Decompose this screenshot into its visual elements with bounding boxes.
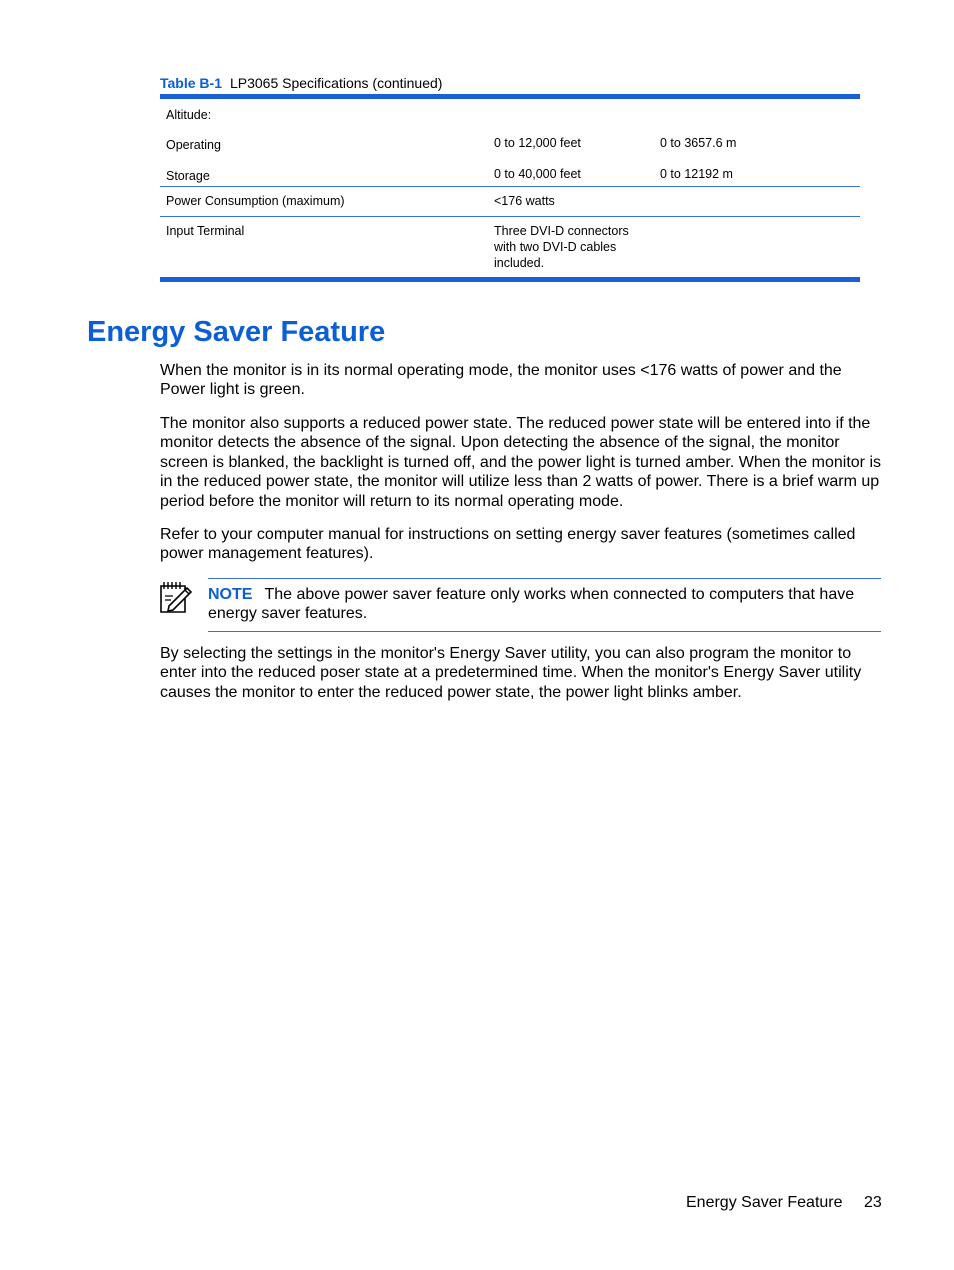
body-paragraph: When the monitor is in its normal operating mode, the monitor uses <176 watts of power and the Power light is green. xyxy=(160,362,842,399)
table-cell: Altitude: xyxy=(166,108,212,122)
note-text-block xyxy=(208,579,881,624)
spec-table xyxy=(160,94,860,282)
body-paragraph: The monitor also supports a reduced power state. The reduced power state will be entered into if the monitor detects the absence of the signal. Upon detecting the absence of the signal, the monitor screen is blanked, the backlight is turned off, and the power light is turned amber. When the monitor is in the reduced power state, the monitor will utilize less than 2 watts of power. There is a brief warm up period before the monitor will return to its normal operating mode. xyxy=(160,415,881,510)
table-caption xyxy=(160,75,442,92)
table-row xyxy=(160,186,860,216)
table-cell: <176 watts xyxy=(494,194,555,208)
table-cell: 0 to 40,000 feet xyxy=(494,167,581,181)
note-label: NOTE xyxy=(208,586,253,603)
table-row xyxy=(160,160,860,186)
body-paragraph: Refer to your computer manual for instructions on setting energy saver features (sometimes called power management features). xyxy=(160,526,856,563)
table-cell: Power Consumption (maximum) xyxy=(166,194,345,208)
table-row xyxy=(160,129,860,160)
table-cell: 0 to 12192 m xyxy=(660,167,733,181)
page-number: 23 xyxy=(864,1194,882,1211)
table-cell: 0 to 3657.6 m xyxy=(660,136,737,150)
note-pad-pencil-icon xyxy=(159,580,193,614)
table-cell: Operating xyxy=(166,138,221,152)
footer-title: Energy Saver Feature xyxy=(686,1194,843,1211)
table-cell: Three DVI-D connectors with two DVI-D cables included. xyxy=(494,224,629,270)
section-title: Energy Saver Feature xyxy=(87,316,386,348)
table-row xyxy=(160,216,860,277)
table-caption-text: LP3065 Specifications (continued) xyxy=(229,75,443,91)
table-cell: Input Terminal xyxy=(166,224,245,238)
table-row xyxy=(160,99,860,129)
body-paragraph: By selecting the settings in the monitor's Energy Saver utility, you can also program the monitor to enter into the reduced poser state at a predetermined time. When the monitor's Energy Saver utility causes the monitor to enter the reduced power state, the power light blinks amber. xyxy=(160,645,862,701)
table-cell: 0 to 12,000 feet xyxy=(494,136,581,150)
note-box xyxy=(208,578,881,632)
table-label: Table B-1 xyxy=(160,75,222,91)
note-text: The above power saver feature only works when connected to computers that have energy saver features. xyxy=(208,586,855,623)
table-cell: Storage xyxy=(166,169,210,183)
